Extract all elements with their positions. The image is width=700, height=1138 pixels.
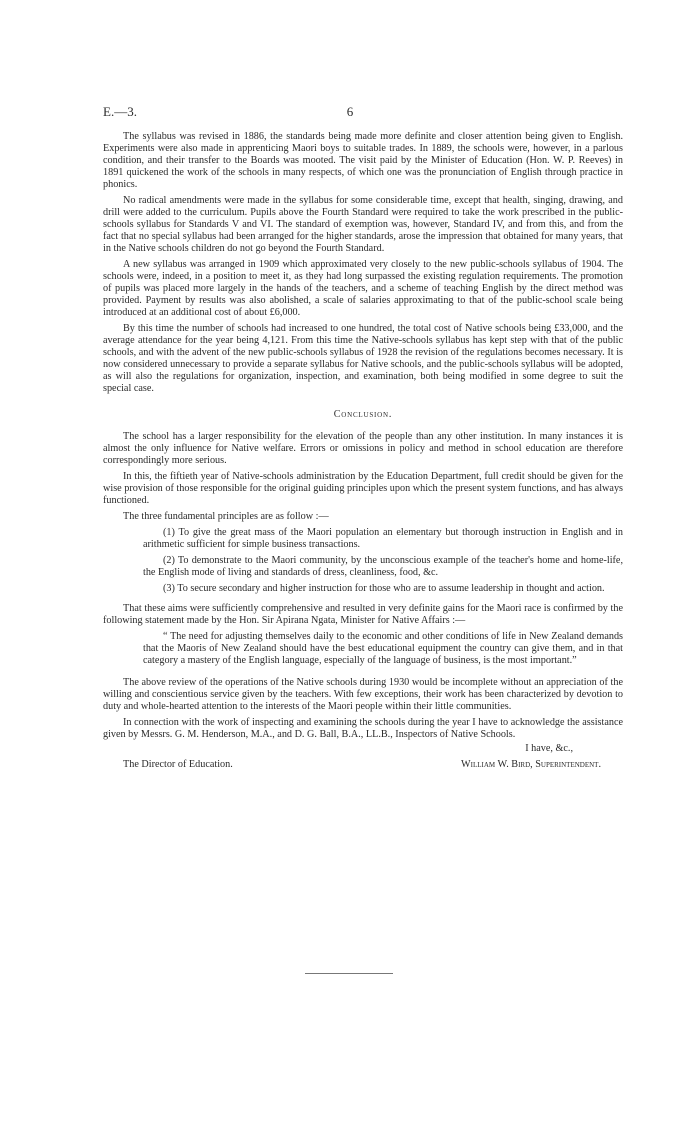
page-number: 6 [346, 104, 354, 119]
paragraph-three-principles: The three fundamental principles are as follow :— [123, 511, 329, 522]
paragraph-aims: That these aims were sufficiently comprehensive and resulted in very definite gains for the Maori race is confirmed by the following statement made by the Hon. Sir Apirana Ngata, Minister for Native Affairs :— [103, 603, 623, 626]
paragraph-school-responsibility: The school has a larger responsibility for the elevation of the people than any other institution. In many instances it is almost the only influence for Native welfare. Errors or omissions in policy and method in school education are therefore correspondingly more serious. [103, 431, 623, 466]
addressee: The Director of Education. [123, 759, 233, 770]
principle-item: (2) To demonstrate to the Maori community, by the unconscious example of the teacher's home and home-life, the English mode of living and standards of dress, cleanliness, food, &c. [143, 555, 623, 578]
principle-item: (3) To secure secondary and higher instruction for those who are to assume leadership in thought and action. [163, 583, 605, 594]
principle-item: (1) To give the great mass of the Maori population an elementary but thorough instruction in English and in arithmetic sufficient for simple business transactions. [143, 527, 623, 550]
paragraph-acknowledgement: In connection with the work of inspecting and examining the schools during the year I have to acknowledge the assistance given by Messrs. G. M. Henderson, M.A., and D. G. Ball, B.A., LL.B., Inspectors of Native Schools. [103, 717, 623, 740]
paragraph-fiftieth-year: In this, the fiftieth year of Native-schools administration by the Education Department, full credit should be given for the wise provision of those responsible for the original guiding principles upon which the present system functions, and has always functioned. [103, 471, 623, 506]
paragraph-number-of-schools: By this time the number of schools had increased to one hundred, the total cost of Native schools being £33,000, and the average attendance for the year being 4,121. From this time the Native-schools syllabus has kept step with that of the public schools, and with the advent of the new public-schools syllabus of 1928 the revision of the regulations becomes necessary. It is now considered unnecessary to provide a separate syllabus for Native schools, and the public-schools syllabus will be adopted, as will also the regulations for organization, inspection, and examination, both being modified in some degree to suit the special case. [103, 323, 623, 394]
letter-closing [103, 743, 623, 783]
paragraph-radical-amendments: No radical amendments were made in the syllabus for some considerable time, except that health, singing, drawing, and drill were added to the curriculum. Pupils above the Fourth Standard were required to take the work prescribed in the public-schools syllabus for Standards V and VI. The standard of exemption was, however, Standard IV, and from this, and from the fact that no special syllabus had been arranged for the higher standards, arose the impression that obtained for many years, that in the Native schools children do not go beyond the Fourth Standard. [103, 195, 623, 254]
closing-salutation: I have, &c., [525, 743, 573, 754]
document-reference: E.—3. [103, 104, 137, 119]
ngata-quote: “ The need for adjusting themselves daily to the economic and other conditions of life in New Zealand demands that the Maoris of New Zealand should have the best educational equipment the country can give them, and in that category a mastery of the English language, especially of the language of business, is the most important.” [143, 631, 623, 666]
signature: William W. Bird, Superintendent. [461, 759, 601, 770]
paragraph-syllabus-1909: A new syllabus was arranged in 1909 which approximated very closely to the new public-schools syllabus of 1904. The schools were, indeed, in a position to meet it, as they had long surpassed the existing regulation requirements. The promotion of pupils was placed more largely in the hands of the teachers, and a scheme of teaching English by the direct method was provided. Payment by results was also abolished, a scale of salaries approximating to that of the public-school scale being introduced at an additional cost of about £6,000. [103, 259, 623, 318]
body-text [103, 131, 623, 783]
conclusion-heading: Conclusion. [333, 409, 393, 420]
paragraph-review: The above review of the operations of the Native schools during 1930 would be incomplete without an appreciation of the willing and conscientious service given by the teachers. With few exceptions, their work has been characterized by devotion to duty and whole-hearted attention to the interests of the Maori people within their little communities. [103, 677, 623, 712]
end-rule [305, 973, 393, 974]
paragraph-syllabus-1886: The syllabus was revised in 1886, the standards being made more definite and closer attention being given to English. Experiments were also made in apprenticing Maori boys to suitable trades. In 1889, the schools were, however, in a parlous condition, and their transfer to the Boards was mooted. The visit paid by the Minister of Education (Hon. W. P. Reeves) in 1891 quickened the work of the schools in many respects, of which one was the pronunciation of English through practice in phonics. [103, 131, 623, 190]
